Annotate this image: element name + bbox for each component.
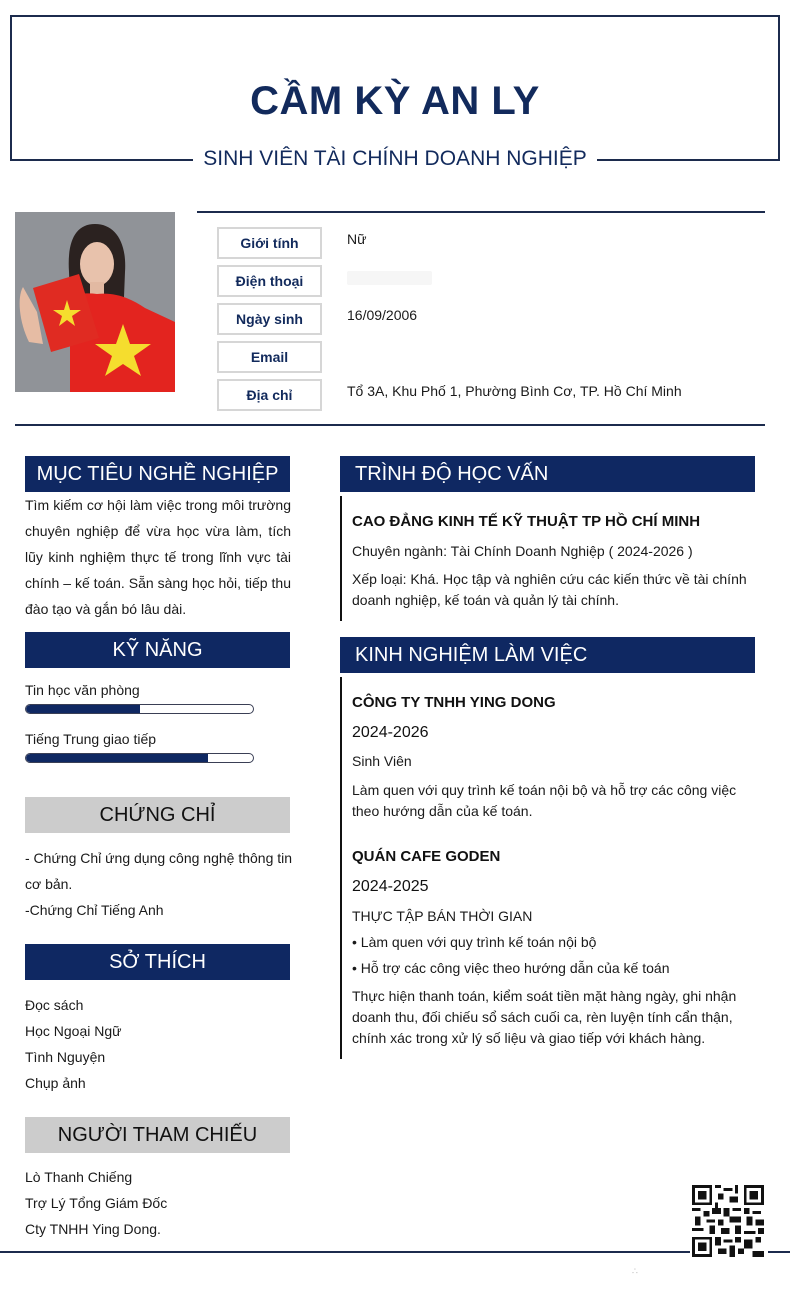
info-top-rule — [197, 211, 765, 213]
hobby-item: Học Ngoại Ngữ — [25, 1023, 122, 1039]
skill-progress-bar — [25, 753, 254, 763]
hobby-item: Tình Nguyện — [25, 1049, 106, 1065]
reference-line: Cty TNHH Ying Dong. — [25, 1221, 161, 1237]
school-name: CAO ĐẲNG KINH TẾ KỸ THUẬT TP HỒ CHÍ MINH — [352, 513, 701, 530]
footer-faint-mark: ∴ — [632, 1266, 640, 1276]
reference-line: Lò Thanh Chiếng — [25, 1169, 133, 1185]
info-value: Nữ — [347, 231, 367, 247]
section-header-experience: KINH NGHIỆM LÀM VIỆC — [340, 637, 755, 673]
job-years: 2024-2026 — [352, 724, 429, 741]
skill-progress-bar — [25, 704, 254, 714]
education-major: Chuyên ngành: Tài Chính Doanh Nghiệp ( 2024-2026 ) — [352, 543, 693, 559]
redacted-phone — [347, 271, 432, 285]
info-label: Địa chỉ — [217, 379, 322, 411]
info-label: Điện thoại — [217, 265, 322, 297]
profile-photo — [15, 212, 175, 392]
info-label: Giới tính — [217, 227, 322, 259]
info-label: Ngày sinh — [217, 303, 322, 335]
info-value: 16/09/2006 — [347, 307, 418, 323]
job-description: Thực hiện thanh toán, kiểm soát tiền mặt hàng ngày, ghi nhận doanh thu, đối chiếu sổ sách cuối ca, rèn luyện tính cẩn thận, chính xác trong xử lý số liệu và giao tiếp với khách hàng. — [352, 988, 737, 1046]
info-bottom-rule — [15, 424, 765, 426]
section-header-certificates: CHỨNG CHỈ — [25, 797, 290, 833]
job-role: Sinh Viên — [352, 753, 412, 769]
section-header-education: TRÌNH ĐỘ HỌC VẤN — [340, 456, 755, 492]
subtitle-wrap — [10, 146, 780, 174]
info-row-gender — [217, 227, 777, 259]
section-header-skills: KỸ NĂNG — [25, 632, 290, 668]
candidate-name: CẦM KỲ AN LY — [250, 79, 540, 123]
footer-rule-right — [768, 1251, 790, 1253]
info-row-address — [217, 379, 777, 411]
certificate-line: - Chứng Chỉ ứng dụng công nghệ thông tin — [25, 850, 293, 866]
skill-progress-fill — [26, 754, 208, 762]
job-bullet: • Làm quen với quy trình kế toán nội bộ — [352, 934, 597, 950]
section-header-references: NGƯỜI THAM CHIẾU — [25, 1117, 290, 1153]
experience-timeline-line — [340, 677, 342, 1059]
skill-label: Tiếng Trung giao tiếp — [25, 731, 157, 747]
certificate-line: cơ bản. — [25, 876, 73, 892]
job-company: QUÁN CAFE GODEN — [352, 848, 501, 865]
hobby-item: Đọc sách — [25, 997, 84, 1013]
skill-label: Tin học văn phòng — [25, 682, 140, 698]
info-row-birthdate — [217, 303, 777, 335]
job-description: Làm quen với quy trình kế toán nội bộ và hỗ trợ các công việc theo hướng dẫn của kế toán. — [352, 782, 737, 819]
job-role: THỰC TẬP BÁN THỜI GIAN — [352, 908, 533, 924]
skill-progress-fill — [26, 705, 140, 713]
education-description: Xếp loại: Khá. Học tập và nghiên cứu các kiến thức về tài chính doanh nghiệp, kế toán và quản lý tài chính. — [352, 571, 747, 608]
job-bullet: • Hỗ trợ các công việc theo hướng dẫn của kế toán — [352, 960, 670, 976]
objective-text: Tìm kiếm cơ hội làm việc trong môi trường chuyên nghiệp để vừa học vừa làm, tích lũy kinh nghiệm thực tế trong lĩnh vực tài chính – kế toán. Sẵn sàng học hỏi, tiếp thu đào tạo và gắn bó lâu dài. — [25, 497, 291, 617]
candidate-title: SINH VIÊN TÀI CHÍNH DOANH NGHIỆP — [193, 146, 597, 172]
info-row-phone — [217, 265, 777, 297]
qr-code-icon — [692, 1185, 764, 1257]
header-frame — [10, 15, 780, 161]
job-company: CÔNG TY TNHH YING DONG — [352, 694, 556, 711]
education-timeline-line — [340, 496, 342, 621]
section-header-objective: MỤC TIÊU NGHỀ NGHIỆP — [25, 456, 290, 492]
info-label: Email — [217, 341, 322, 373]
hobby-item: Chụp ảnh — [25, 1075, 86, 1091]
job-years: 2024-2025 — [352, 878, 429, 895]
reference-line: Trợ Lý Tổng Giám Đốc — [25, 1195, 168, 1211]
section-header-hobbies: SỞ THÍCH — [25, 944, 290, 980]
footer-rule — [0, 1251, 690, 1253]
info-value: Tổ 3A, Khu Phố 1, Phường Bình Cơ, TP. Hồ Chí Minh — [347, 383, 682, 399]
certificate-line: -Chứng Chỉ Tiếng Anh — [25, 902, 164, 918]
info-row-email — [217, 341, 777, 373]
